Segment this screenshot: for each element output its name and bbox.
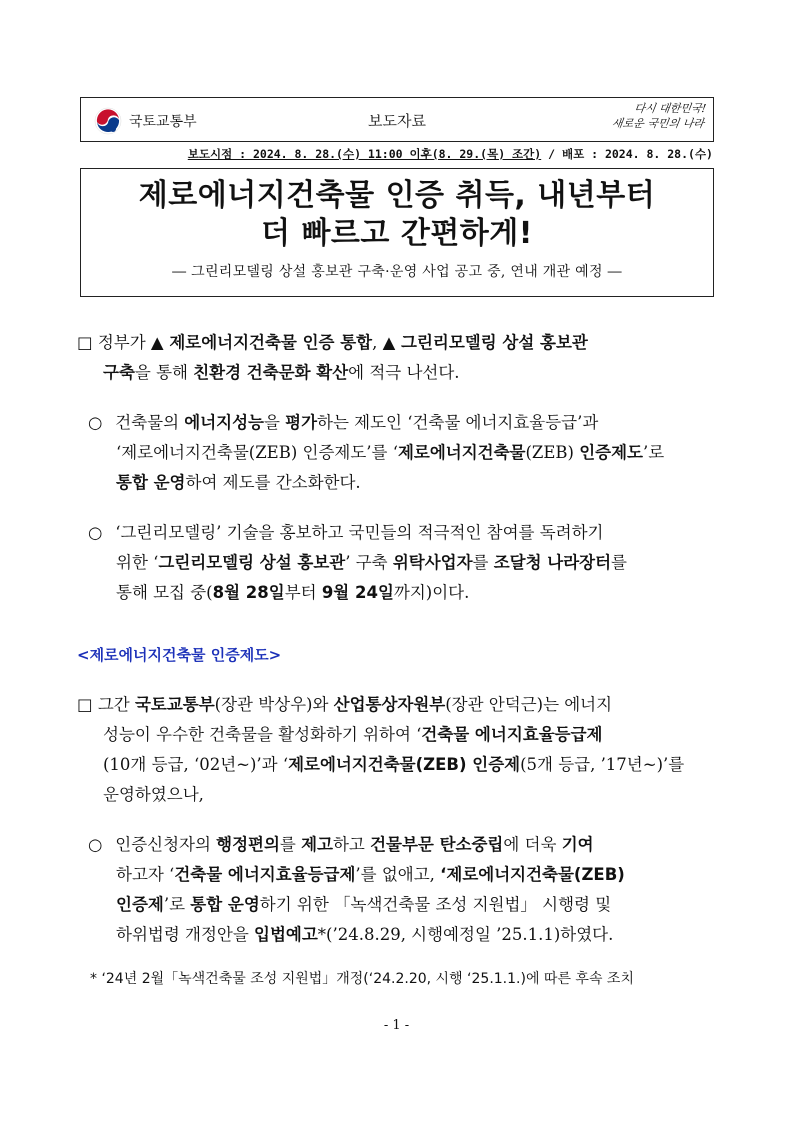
circle-bullet: ○	[88, 413, 103, 432]
section-heading: <제로에너지건축물 인증제도>	[77, 646, 282, 664]
bold-text: ▲ 그린리모델링 상설 홍보관	[382, 333, 588, 352]
bold-text: 구축	[103, 363, 135, 382]
bold-text: 국토교통부	[134, 695, 215, 714]
text: 를	[279, 835, 302, 854]
text: ‘제로에너지건축물(ZEB) 인증제도’를 ‘	[116, 443, 398, 462]
headline-line2: 더 빠르고 간편하게!	[261, 216, 533, 251]
release-time: 보도시점 : 2024. 8. 28.(수) 11:00 이후(8. 29.(목) 조간)	[187, 147, 542, 161]
text: 통해 모집 중(	[116, 583, 213, 602]
square-bullet: □	[77, 333, 93, 352]
text: (5개 등급, ’17년~)’를	[520, 755, 685, 774]
text: ’를 없애고,	[355, 865, 441, 884]
bold-text: 제로에너지건축물	[397, 443, 526, 462]
bold-text: 제고	[301, 835, 333, 854]
text: 를	[472, 553, 494, 572]
bold-text: 에너지성능	[184, 413, 264, 432]
paragraph-3	[88, 518, 728, 608]
text: 하여 제도를 간소화한다.	[185, 473, 361, 492]
text: 에 더욱	[503, 835, 562, 854]
text: ,	[372, 333, 383, 352]
slogan-line2: 새로운 국민의 나라	[611, 117, 705, 130]
bold-text: 건축물 에너지효율등급제	[421, 725, 603, 744]
slogan-line1: 다시 대한민국!	[633, 102, 707, 115]
text: 하위법령 개정안을	[116, 925, 255, 944]
bold-text: ▲ 제로에너지건축물 인증 통합	[150, 333, 373, 352]
text: (장관 안덕근)는 에너지	[445, 695, 613, 714]
bold-text: 평가	[285, 413, 318, 432]
text: 까지)이다.	[393, 583, 470, 602]
title-box	[80, 168, 714, 297]
bold-text: 산업통상자원부	[333, 695, 446, 714]
text: 을	[263, 413, 286, 432]
header-box	[80, 97, 714, 142]
text: 하고	[332, 835, 371, 854]
text: 정부가	[97, 333, 151, 352]
text: 그간	[97, 695, 135, 714]
square-bullet: □	[77, 695, 93, 714]
footnote: * ‘24년 2월「녹색건축물 조성 지원법」개정(‘24.2.20, 시행 ‘25.1.1.)에 따른 후속 조치	[90, 971, 634, 987]
text: 성능이 우수한 건축물을 활성화하기 위하여 ‘	[103, 725, 422, 744]
text: ’ 구축	[345, 553, 393, 572]
text: (ZEB)	[525, 443, 580, 462]
paragraph-5	[88, 830, 728, 950]
bold-text: 조달청 나라장터	[493, 553, 612, 572]
bold-text: 친환경 건축문화 확산	[193, 363, 349, 382]
headline-line1: 제로에너지건축물 인증 취득, 내년부터	[138, 178, 656, 213]
bold-text: 인증제도	[579, 443, 643, 462]
doc-type: 보도자료	[368, 112, 426, 130]
bold-text: 인증제	[116, 895, 164, 914]
text: 를	[611, 553, 627, 572]
slogan	[611, 101, 707, 131]
bold-text: ‘제로에너지건축물(ZEB)	[440, 865, 625, 884]
paragraph-2	[88, 408, 728, 498]
text: 건축물의	[115, 413, 185, 432]
bold-text: 건물부문 탄소중립	[370, 835, 504, 854]
embargo-line	[188, 146, 713, 162]
text: 을 통해	[134, 363, 194, 382]
circle-bullet: ○	[88, 523, 103, 542]
circle-bullet: ○	[88, 835, 103, 854]
text: 하고자 ‘	[116, 865, 175, 884]
bold-text: 제로에너지건축물(ZEB) 인증제	[288, 755, 521, 774]
page-number: - 1 -	[383, 1018, 410, 1033]
bold-text: 그린리모델링 상설 홍보관	[158, 553, 346, 572]
text: ‘그린리모델링’ 기술을 홍보하고 국민들의 적극적인 참여를 독려하기	[115, 523, 604, 542]
text: (장관 박상우)와	[214, 695, 334, 714]
bold-text: 행정편의	[216, 835, 280, 854]
text: 위한 ‘	[116, 553, 159, 572]
bold-text: 8월 28일	[212, 583, 285, 602]
bold-text: 통합 운영	[190, 895, 260, 914]
subtitle: ― 그린리모델링 상설 홍보관 구축·운영 사업 공고 중, 연내 개관 예정 ―	[172, 264, 622, 280]
bold-text: 기여	[561, 835, 594, 854]
text: 운영하였으나,	[103, 785, 204, 804]
ministry-name: 국토교통부	[129, 114, 197, 130]
text: *(’24.8.29, 시행예정일 ’25.1.1)하였다.	[317, 925, 614, 944]
bold-text: 9월 24일	[321, 583, 394, 602]
text: 하는 제도인 ‘건축물 에너지효율등급’과	[317, 413, 599, 432]
bold-text: 건축물 에너지효율등급제	[174, 865, 356, 884]
paragraph-4	[77, 690, 727, 810]
bold-text: 입법예고	[254, 925, 318, 944]
text: 에 적극 나선다.	[348, 363, 460, 382]
bold-text: 통합 운영	[116, 473, 186, 492]
bold-text: 위탁사업자	[392, 553, 473, 572]
text: ’로	[643, 443, 665, 462]
text: 하기 위한 「녹색건축물 조성 지원법」 시행령 및	[259, 895, 612, 914]
text: ’로	[163, 895, 191, 914]
distribution-date: / 배포 : 2024. 8. 28.(수)	[541, 147, 713, 161]
text: 부터	[284, 583, 322, 602]
text: (10개 등급, ‘02년~)’과 ‘	[103, 755, 289, 774]
paragraph-1	[77, 328, 727, 388]
text: 인증신청자의	[115, 835, 217, 854]
